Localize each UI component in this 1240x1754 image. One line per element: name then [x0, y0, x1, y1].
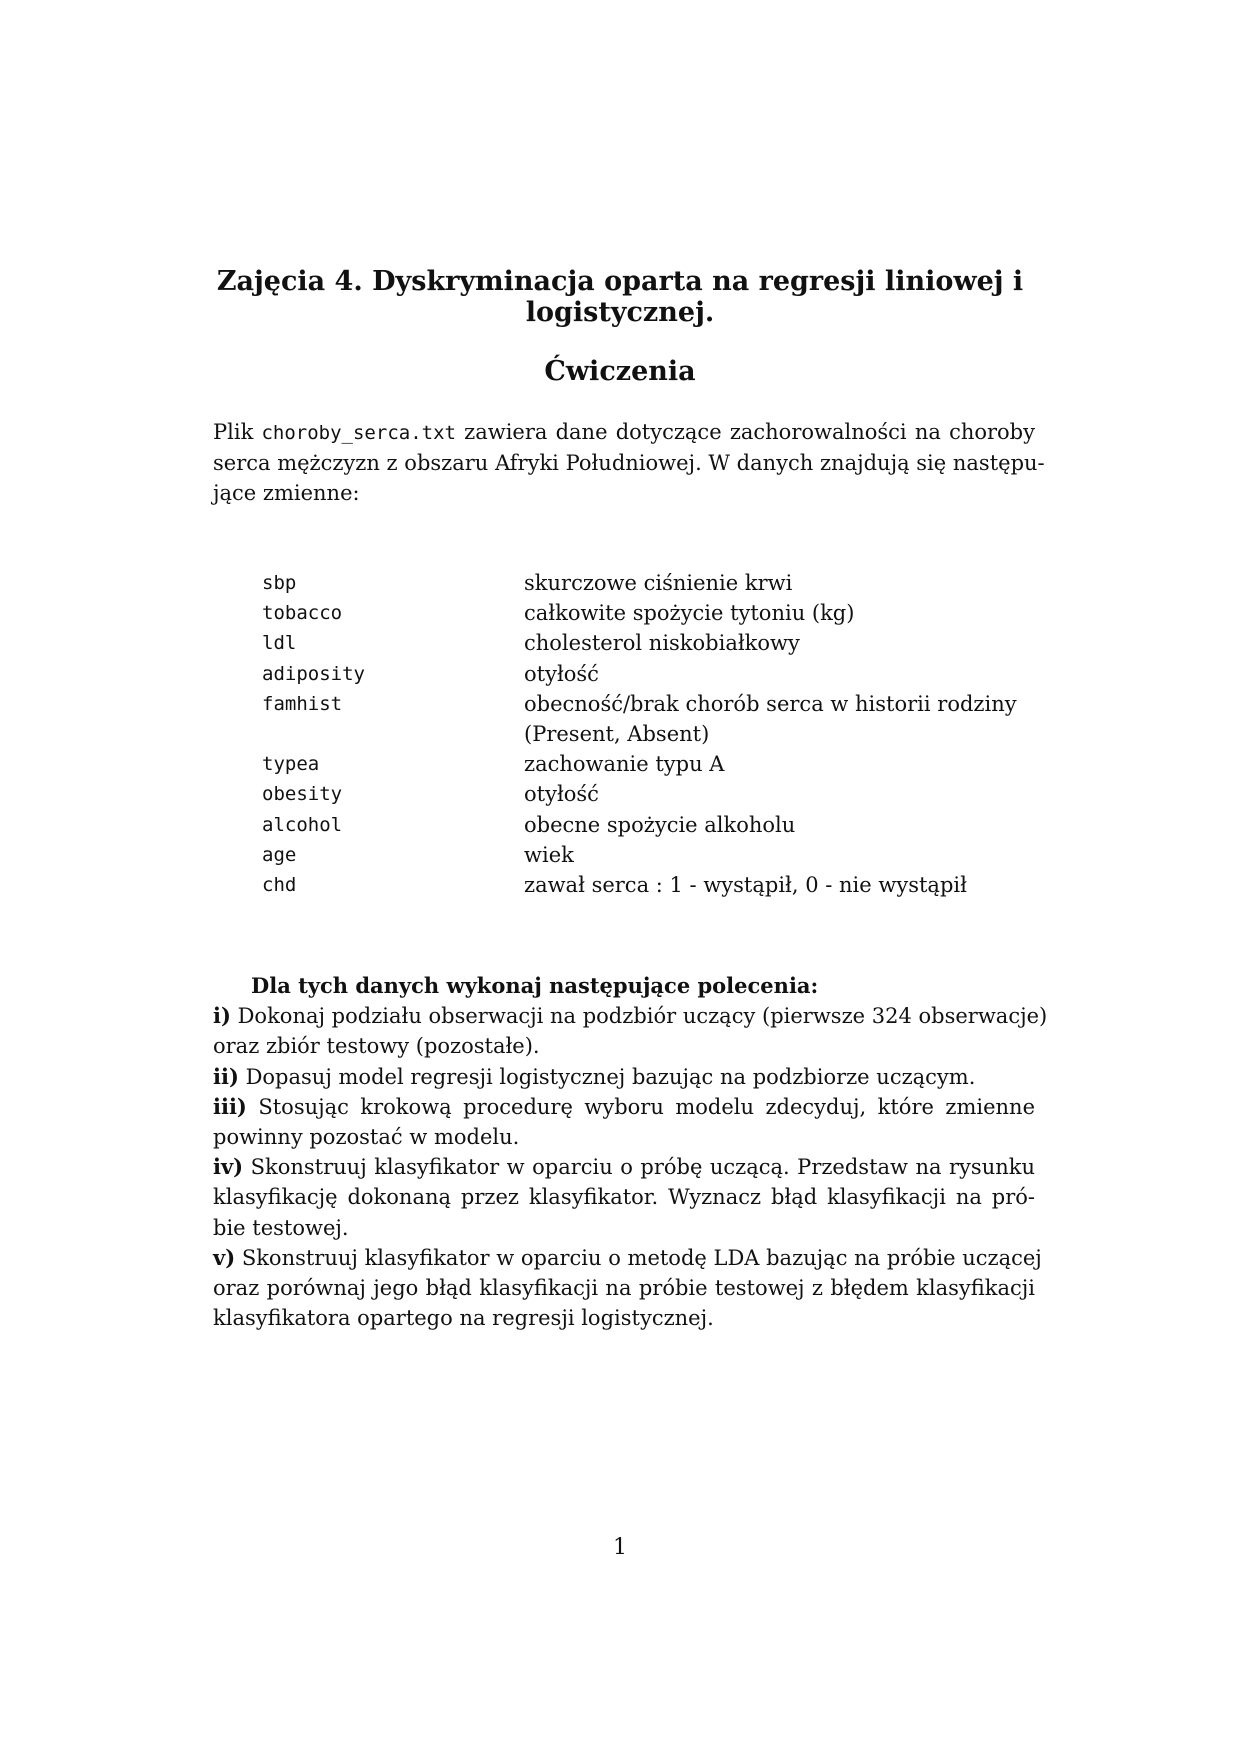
- variable-row: [262, 568, 1017, 598]
- task-line: [213, 1303, 1035, 1333]
- task-label: v): [213, 1244, 236, 1270]
- task-text: klasyfikatora opartego na regresji logistycznej.: [213, 1306, 714, 1331]
- task-line: [213, 1092, 1035, 1122]
- variable-row: [262, 659, 1017, 689]
- variable-description: zachowanie typu A: [524, 752, 725, 777]
- variable-row: [262, 628, 1017, 658]
- variable-row: [262, 598, 1017, 628]
- variable-description: całkowite spożycie tytoniu (kg): [524, 601, 855, 626]
- task-text: Stosując krokową procedurę wyboru modelu zdecyduj, które zmienne: [246, 1094, 1035, 1119]
- task-text: Dopasuj model regresji logistycznej bazując na podzbiorze uczącym.: [238, 1064, 976, 1089]
- variable-description: otyłość: [524, 782, 599, 807]
- task-text: klasyfikację dokonaną przez klasyfikator. Wyznacz błąd klasyfikacji na pró-: [213, 1185, 1035, 1210]
- task-line: [213, 1001, 1048, 1031]
- variable-description: skurczowe ciśnienie krwi: [524, 571, 793, 595]
- task-label: iii): [213, 1093, 247, 1119]
- task-line: [213, 1213, 1035, 1243]
- task-text: oraz zbiór testowy (pozostałe).: [213, 1034, 540, 1059]
- document-title: [150, 266, 1090, 328]
- variable-name: tobacco: [262, 602, 343, 625]
- task-text: oraz porównaj jego błąd klasyfikacji na próbie testowej z błędem klasyfikacji: [213, 1276, 1035, 1301]
- variable-description: obecność/brak chorób serca w historii rodziny: [524, 691, 1017, 716]
- intro-text: Plik: [213, 420, 262, 444]
- task-text: powinny pozostać w modelu.: [213, 1125, 520, 1150]
- intro-line: serca mężczyzn z obszaru Afryki Południowej. W danych znajdują się następu-: [213, 451, 1045, 476]
- variable-name: typea: [262, 753, 320, 776]
- variable-description: otyłość: [524, 661, 599, 686]
- task-label: ii): [213, 1063, 239, 1089]
- task-line: [213, 1273, 1035, 1303]
- variable-name: alcohol: [262, 813, 343, 836]
- variable-description: wiek: [524, 842, 574, 867]
- task-line: [213, 1062, 1035, 1092]
- intro-paragraph: [213, 417, 1045, 509]
- page-number: 1: [613, 1535, 627, 1560]
- task-line: [213, 1122, 1035, 1152]
- task-line: [213, 1182, 1035, 1212]
- variable-row: [262, 810, 1017, 840]
- variable-name: ldl: [262, 632, 297, 655]
- variable-name: age: [262, 843, 297, 866]
- variable-row: [262, 749, 1017, 779]
- variable-name: chd: [262, 874, 297, 897]
- task-line: [213, 1152, 1035, 1182]
- variable-name: adiposity: [262, 662, 365, 685]
- intro-line: [213, 417, 1035, 448]
- variables-table: [262, 568, 1017, 900]
- intro-line: jące zmienne:: [213, 481, 360, 506]
- task-label: iv): [213, 1154, 244, 1180]
- variable-name: famhist: [262, 692, 343, 715]
- intro-text: zawiera dane dotyczące zachorowalności na choroby: [455, 420, 1035, 444]
- task-text: Dokonaj podziału obserwacji na podzbiór uczący (pierwsze 324 obserwacje): [230, 1004, 1048, 1029]
- variable-row: [262, 870, 1017, 900]
- variable-row: [262, 689, 1017, 719]
- variable-description: (Present, Absent): [524, 722, 710, 747]
- filename: choroby_serca.txt: [261, 422, 456, 444]
- task-text: Skonstruuj klasyfikator w oparciu o próbę uczącą. Przedstaw na rysunku: [243, 1155, 1035, 1180]
- tasks-heading: Dla tych danych wykonaj następujące polecenia:: [251, 973, 819, 998]
- variable-name: sbp: [262, 572, 297, 594]
- variable-name: [262, 719, 524, 749]
- variable-description: cholesterol niskobiałkowy: [524, 631, 800, 656]
- variable-description: obecne spożycie alkoholu: [524, 812, 796, 837]
- task-line: [213, 1031, 1035, 1061]
- title-line: Zajęcia 4. Dyskryminacja oparta na regresji liniowej i: [216, 266, 1024, 297]
- variable-row: [262, 719, 1017, 749]
- variable-description: zawał serca : 1 - wystąpił, 0 - nie wystąpił: [524, 873, 967, 898]
- title-line: logistycznej.: [525, 297, 715, 328]
- variable-row: [262, 840, 1017, 870]
- task-label: i): [213, 1003, 231, 1029]
- task-text: Skonstruuj klasyfikator w oparciu o metodę LDA bazując na próbie uczącej: [235, 1245, 1042, 1270]
- variable-name: obesity: [262, 783, 343, 806]
- tasks-section: [213, 971, 1048, 1333]
- variable-row: [262, 779, 1017, 809]
- task-line: [213, 1243, 1042, 1273]
- task-text: bie testowej.: [213, 1215, 349, 1240]
- section-heading: Ćwiczenia: [544, 356, 696, 387]
